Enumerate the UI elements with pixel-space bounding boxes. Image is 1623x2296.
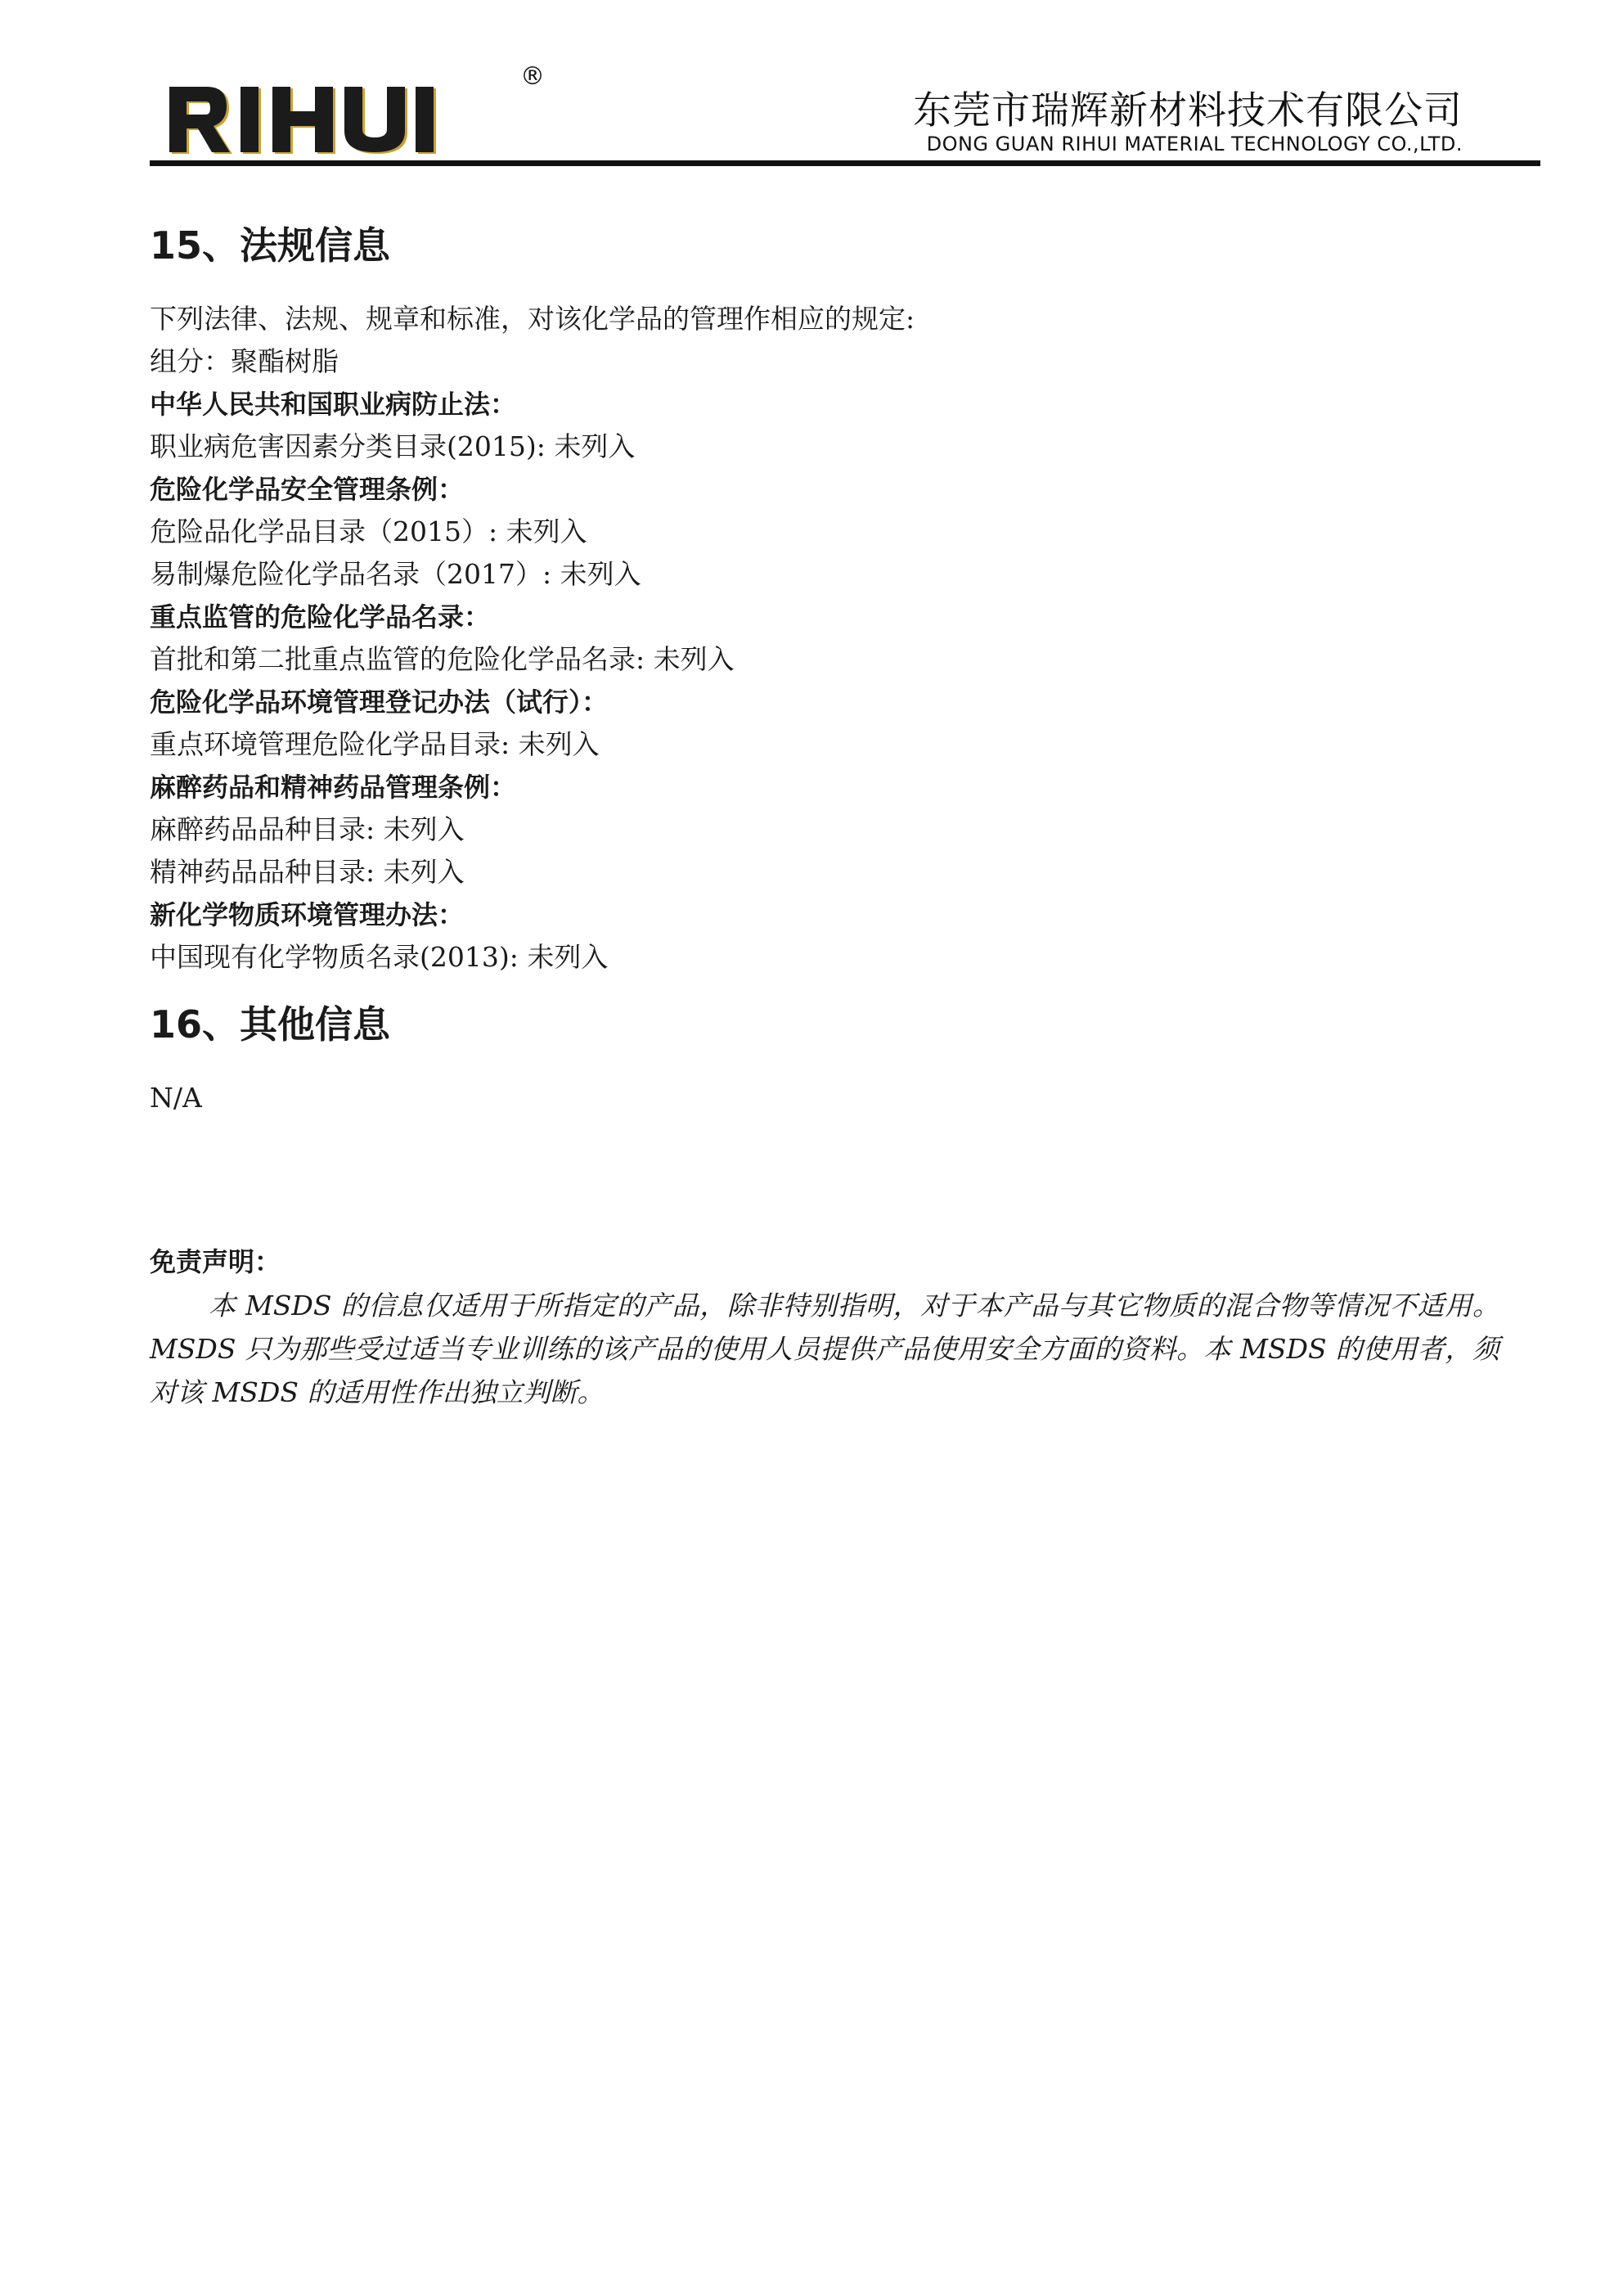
regulation-status: 危险品化学品目录（2015）: 未列入 <box>150 515 587 547</box>
law-heading: 麻醉药品和精神药品管理条例： <box>150 772 517 803</box>
registered-mark: ® <box>520 62 545 91</box>
component-line: 组分：聚酯树脂 <box>150 345 339 377</box>
logo-letter-i2 <box>413 83 438 154</box>
disclaimer <box>150 1240 1499 1414</box>
section-16-title: 16、其他信息 <box>150 1002 391 1047</box>
logo-letter-u <box>341 83 408 154</box>
other-info-value: N/A <box>150 1082 202 1114</box>
regulation-status: 首批和第二批重点监管的危险化学品名录: 未列入 <box>150 643 735 675</box>
company-name-cn: 东莞市瑞辉新材料技术有限公司 <box>913 88 1463 133</box>
logo-letter-h <box>269 83 336 154</box>
regulation-status: 中国现有化学物质名录(2013): 未列入 <box>150 941 609 973</box>
regulation-status: 精神药品品种目录: 未列入 <box>150 856 465 888</box>
disclaimer-title: 免责声明： <box>150 1246 281 1277</box>
logo-letter-i <box>238 83 263 154</box>
company-name-en: DONG GUAN RIHUI MATERIAL TECHNOLOGY CO.,LTD. <box>926 133 1463 155</box>
page-header <box>150 49 1540 168</box>
regulation-status: 麻醉药品品种目录: 未列入 <box>150 813 465 845</box>
regulation-status: 职业病危害因素分类目录(2015): 未列入 <box>150 430 636 462</box>
law-heading: 危险化学品环境管理登记办法（试行）： <box>150 687 609 718</box>
disclaimer-body: 本 MSDS 的信息仅适用于所指定的产品，除非特别指明，对于本产品与其它物质的混合物等情况不适用。MSDS 只为那些受过适当专业训练的该产品的使用人员提供产品使用安全方面的资料。本 MSDS 的使用者，须对该 MSDS 的适用性作出独立判断。 <box>150 1290 1499 1408</box>
logo-letter-r <box>166 83 233 154</box>
law-heading: 中华人民共和国职业病防止法： <box>150 389 517 420</box>
header-divider <box>150 160 1540 166</box>
regulation-intro: 下列法律、法规、规章和标准，对该化学品的管理作相应的规定: <box>150 303 915 335</box>
regulation-status: 重点环境管理危险化学品目录: 未列入 <box>150 728 600 760</box>
law-heading: 新化学物质环境管理办法： <box>150 899 465 930</box>
regulation-status: 易制爆危险化学品名录（2017）: 未列入 <box>150 558 641 590</box>
law-heading: 危险化学品安全管理条例： <box>150 474 465 505</box>
section-15-title: 15、法规信息 <box>150 223 391 268</box>
law-heading: 重点监管的危险化学品名录： <box>150 601 491 633</box>
document-body <box>150 221 1499 1119</box>
